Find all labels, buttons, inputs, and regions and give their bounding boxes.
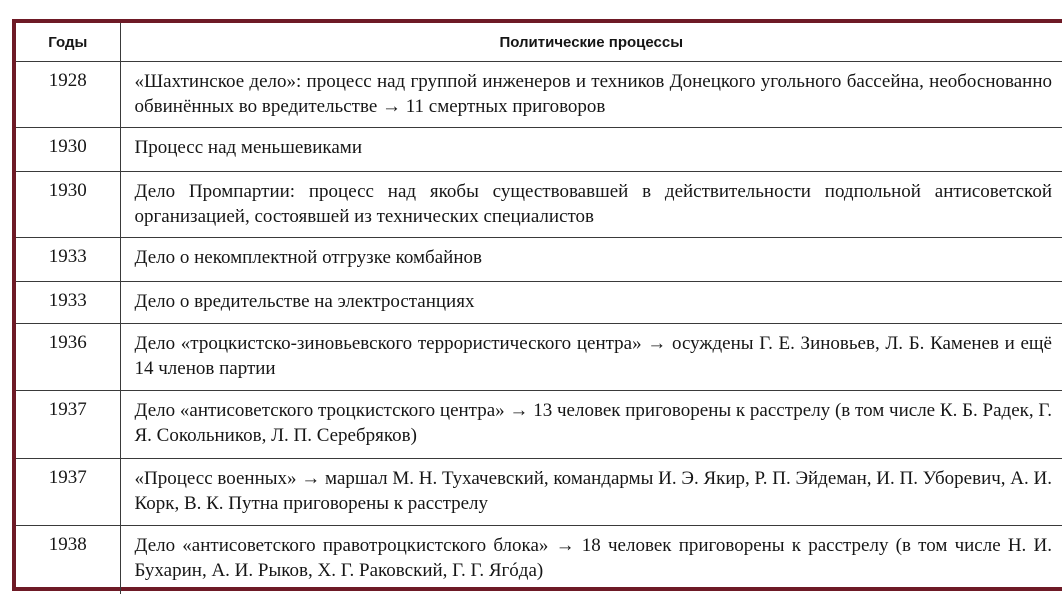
table-row [16, 172, 1062, 238]
table-header-row [16, 23, 1062, 62]
year-cell: 1937 [16, 459, 120, 526]
process-cell: Дело Промпартии: процесс над якобы существовавшей в действительности подпольной антисоветской организацией, состоявшей из технических специалистов [120, 172, 1062, 238]
table-frame [12, 19, 1062, 591]
process-cell: «Шахтинское дело»: процесс над группой инженеров и техников Донецкого угольного бассейна, необоснованно обвинённых во вредительстве → 11 смертных приговоров [120, 62, 1062, 128]
header-processes: Политические процессы [120, 23, 1062, 62]
header-years: Годы [16, 23, 120, 62]
year-cell: 1938 [16, 526, 120, 594]
year-cell: 1937 [16, 391, 120, 459]
process-cell: Дело «антисоветского троцкистского центра» → 13 человек приговорены к расстрелу (в том числе К. Б. Радек, Г. Я. Сокольников, Л. П. Серебряков) [120, 391, 1062, 459]
table-row [16, 324, 1062, 391]
year-cell: 1930 [16, 128, 120, 172]
table-row [16, 238, 1062, 282]
political-trials-table [16, 23, 1062, 594]
year-cell: 1933 [16, 238, 120, 282]
process-cell: Дело «троцкистско-зиновьевского террористического центра» → осуждены Г. Е. Зиновьев, Л. Б. Каменев и ещё 14 членов партии [120, 324, 1062, 391]
table-row [16, 62, 1062, 128]
year-cell: 1933 [16, 282, 120, 324]
process-cell: Процесс над меньшевиками [120, 128, 1062, 172]
table-row [16, 391, 1062, 459]
table-row [16, 128, 1062, 172]
table-row [16, 526, 1062, 594]
process-cell: Дело о некомплектной отгрузке комбайнов [120, 238, 1062, 282]
table-row [16, 459, 1062, 526]
year-cell: 1928 [16, 62, 120, 128]
year-cell: 1930 [16, 172, 120, 238]
process-cell: «Процесс военных» → маршал М. Н. Тухачевский, командармы И. Э. Якир, Р. П. Эйдеман, И. П. Уборевич, А. И. Корк, В. К. Путна приговорены к расстрелу [120, 459, 1062, 526]
process-cell: Дело «антисоветского правотроцкистского блока» → 18 человек приговорены к расстрелу (в том числе Н. И. Бухарин, А. И. Рыков, Х. Г. Раковский, Г. Г. Ягóда) [134, 535, 1052, 581]
year-cell: 1936 [16, 324, 120, 391]
table-row [16, 282, 1062, 324]
process-cell: Дело о вредительстве на электростанциях [120, 282, 1062, 324]
